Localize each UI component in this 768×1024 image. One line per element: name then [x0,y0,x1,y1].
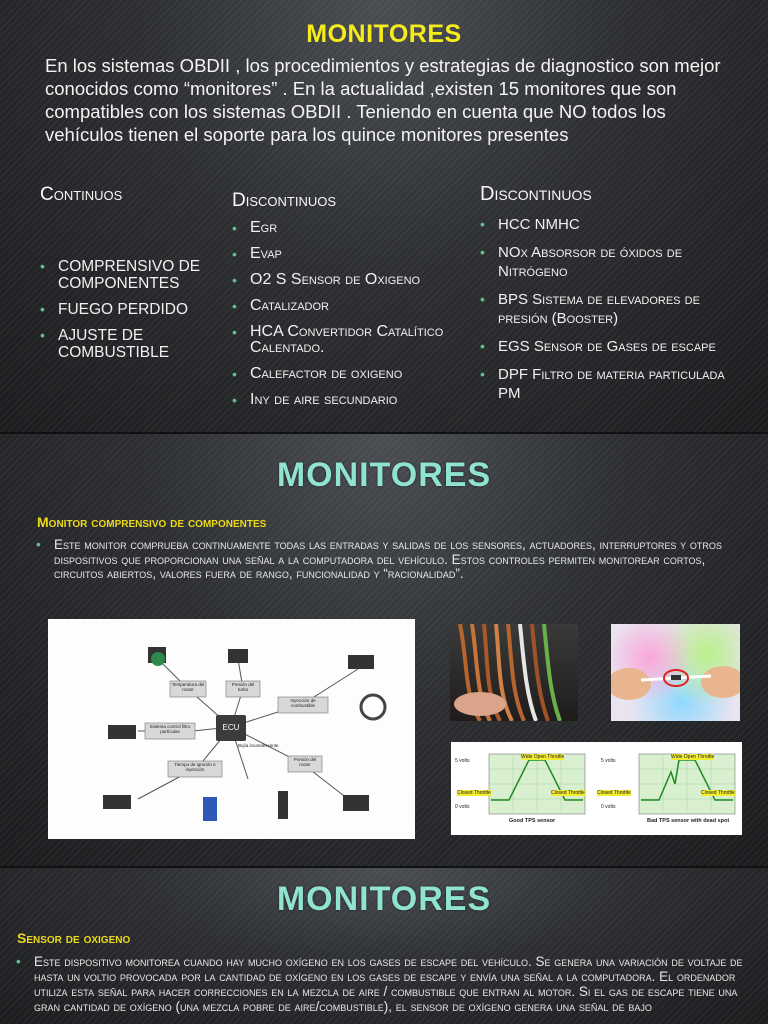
hands-illustration [611,624,740,721]
graph-label: 5 volts [455,758,470,764]
list-item: • EGS Sensor de Gases de escape [480,337,750,356]
list-item: • AJUSTE DE COMBUSTIBLE [40,327,220,361]
diagram-node: Presión del motor [293,757,317,767]
list-item: • Calefactor de oxigeno [232,366,462,382]
slide-oxygen-sensor [0,868,768,1024]
diagram-node: Presión del turbo [231,682,255,692]
col3-list [480,215,750,412]
col3-heading: Discontinuos [480,183,592,205]
list-item: • NOx Absorsor de óxidos de Nitrógeno [480,243,750,281]
graph-label: 0 volts [601,804,616,810]
list-item: • Evap [232,246,462,262]
col2-list [232,220,462,418]
graph-caption: Good TPS sensor [509,818,556,824]
col2-heading: Discontinuos [232,190,337,211]
ecu-sensor-diagram [48,619,415,839]
graph-label: 0 volts [455,804,470,810]
slide1-title: MONITORES [306,20,462,48]
graph-label: Wide Open Throttle [671,754,715,760]
list-item: • Catalizador [232,298,462,314]
diagram-node: Inyección de combustible [290,698,316,708]
slide2-subtitle: Monitor comprensivo de componentes [37,514,267,530]
diagram-node: Sistema control filtro partículas [149,724,191,734]
ecu-label: ECU [222,723,240,732]
graph-label: 5 volts [601,758,616,764]
slide1-intro: En los sistemas OBDII , los procedimientos y estrategias de diagnostico son mejor conocidos como “monitores” . En la actualidad ,existen 15 monitores que son compatibles con los sistemas OBDII . Teniendo en cuenta que NO todos los vehículos tienen el soporte para los quince monitores presentes [45,55,721,145]
list-item: • Iny de aire secundario [232,392,462,408]
list-item: • O2 S Sensor de Oxigeno [232,272,462,288]
col1-list [40,258,220,370]
graph-caption: Bad TPS sensor with dead spot [647,818,730,824]
slide3-title: MONITORES [276,880,492,918]
wires-illustration [450,624,578,721]
list-item: • BPS Sistema de elevadores de presión (Booster) [480,290,750,328]
diagram-node: Temperatura del motor [171,682,205,692]
graph-label: Closed Throttle [551,790,585,796]
slide3-subtitle: Sensor de oxigeno [17,930,131,946]
slide-monitores-overview [0,0,768,432]
slide2-title: MONITORES [276,456,492,494]
list-item: • Egr [232,220,462,236]
hands-wire-photo [611,624,740,721]
col1-heading: Continuos [40,184,123,205]
diagram-node: Bujía incandescente [238,743,279,748]
list-item: • HCA Convertidor Catalítico Calentado. [232,324,462,356]
list-item: • DPF Filtro de materia particulada PM [480,365,750,403]
slide3-body: • Este dispositivo monitorea cuando hay mucho oxígeno en los gases de escape del vehículo. Se genera una variación de voltaje de hasta un voltio provocada por la cantidad de oxígeno en los gases de escape y envía una señal a la computadora. El ordenador utiliza esta señal para hacer correcciones en la mezcla de aire / combustible que entran al motor. Si el gas de escape tiene una gran cantidad de oxígeno (una mezcla pobre de aire/combustible), el sensor de oxígeno genera una señal de bajo [16,954,756,1014]
list-item: • COMPRENSIVO DE COMPONENTES [40,258,220,292]
graph-label: Wide Open Throttle [521,754,565,760]
tps-voltage-graphs [451,742,742,835]
slide-comprehensive-monitor [0,434,768,866]
list-item: • HCC NMHC [480,215,750,234]
list-item: • FUEGO PERDIDO [40,301,220,318]
graph-label: Closed Throttle [701,790,735,796]
graph-label: Closed Throttle [597,790,631,796]
slide2-body: • Este monitor comprueba continuamente todas las entradas y salidas de los sensores, actuadores, interruptores y otros dispositivos que proporcionan una señal a la computadora del vehículo. Estos controles permiten monitorear cortos, circuitos abiertos, valores fuera de rango, funcionalidad y “racionalidad”. [36,538,736,582]
diagram-node: Tiempo de ignición e inyección [174,762,216,772]
graph-label: Closed Throttle [457,790,491,796]
wires-photo [450,624,578,721]
